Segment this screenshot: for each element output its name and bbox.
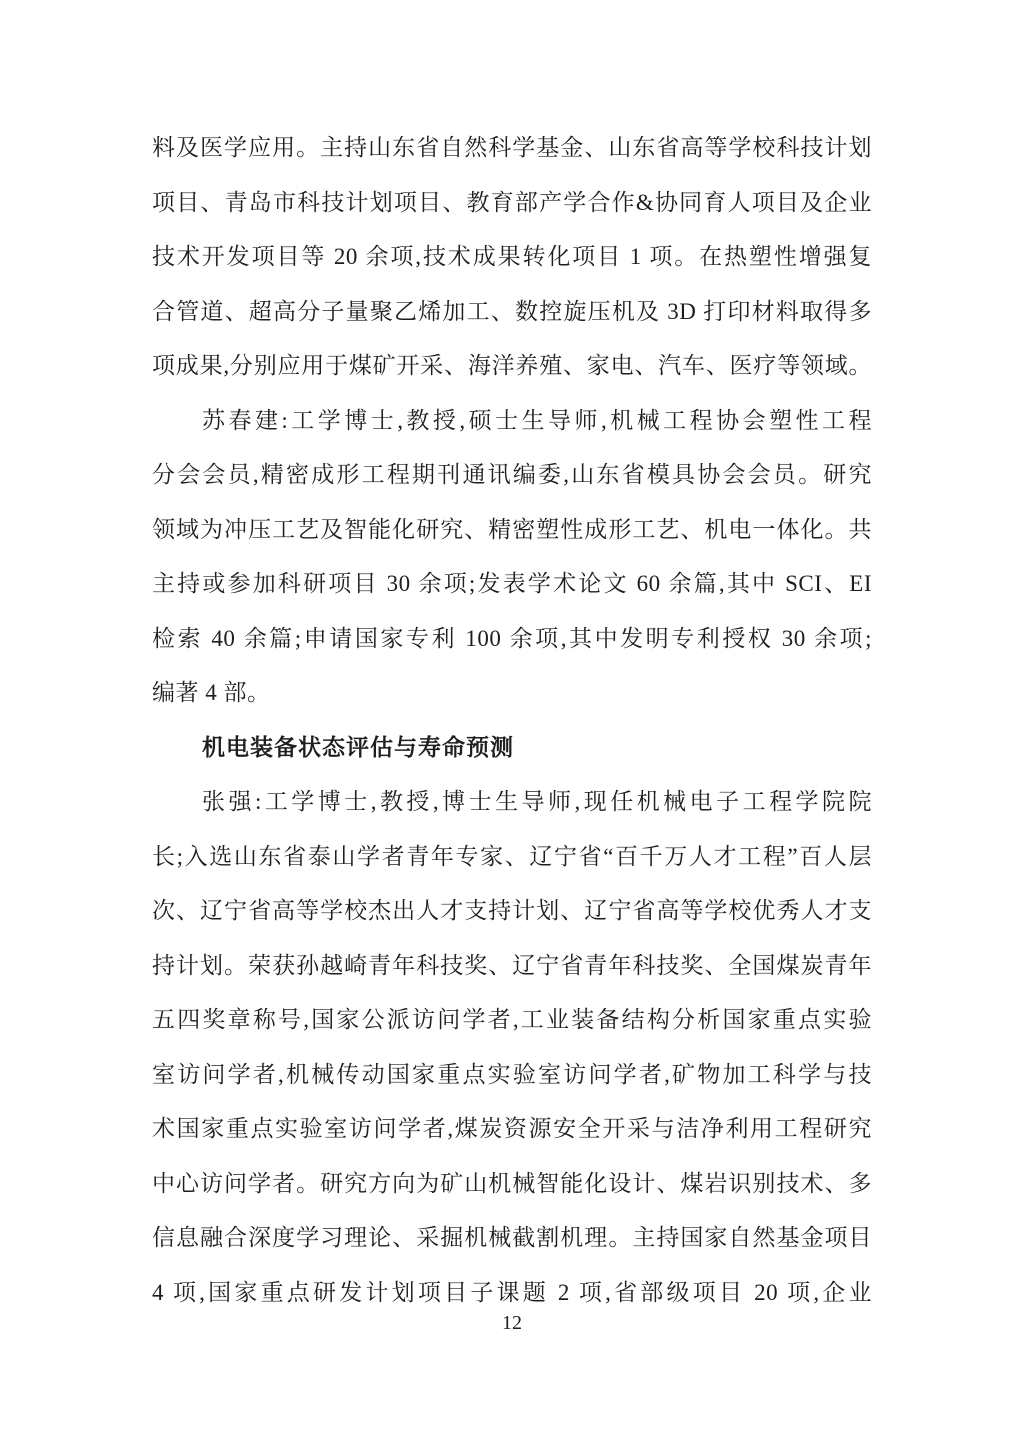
text-line: 合管道、超高分子量聚乙烯加工、数控旋压机及 3D 打印材料取得多: [152, 298, 872, 324]
text-line: 五四奖章称号,国家公派访问学者,工业装备结构分析国家重点实验: [152, 1007, 872, 1032]
document-text-block: [152, 121, 872, 1320]
text-line: 技术开发项目等 20 余项,技术成果转化项目 1 项。在热塑性增强复: [152, 244, 872, 269]
text-line: 项目、青岛市科技计划项目、教育部产学合作&协同育人项目及企业: [152, 189, 872, 215]
text-line: 分会会员,精密成形工程期刊通讯编委,山东省模具协会会员。研究: [152, 462, 872, 487]
text-line: 主持或参加科研项目 30 余项;发表学术论文 60 余篇,其中 SCI、EI: [152, 571, 872, 596]
page-number: 12: [502, 1312, 522, 1334]
section-heading: 机电装备状态评估与寿命预测: [202, 734, 514, 760]
text-line: 4 项,国家重点研发计划项目子课题 2 项,省部级项目 20 项,企业: [152, 1279, 872, 1305]
paragraph-first-line: 张强:工学博士,教授,博士生导师,现任机械电子工程学院院: [202, 789, 872, 814]
paragraph-first-line: 苏春建:工学博士,教授,硕士生导师,机械工程协会塑性工程: [202, 407, 872, 433]
text-line: 次、辽宁省高等学校杰出人才支持计划、辽宁省高等学校优秀人才支: [152, 898, 872, 923]
text-line: 中心访问学者。研究方向为矿山机械智能化设计、煤岩识别技术、多: [152, 1170, 872, 1196]
text-line: 术国家重点实验室访问学者,煤炭资源安全开采与洁净利用工程研究: [152, 1116, 872, 1141]
text-line: 项成果,分别应用于煤矿开采、海洋养殖、家电、汽车、医疗等领域。: [152, 353, 872, 378]
text-line: 室访问学者,机械传动国家重点实验室访问学者,矿物加工科学与技: [152, 1061, 872, 1087]
text-line: 持计划。荣获孙越崎青年科技奖、辽宁省青年科技奖、全国煤炭青年: [152, 952, 872, 978]
text-line: 信息融合深度学习理论、采掘机械截割机理。主持国家自然基金项目: [152, 1225, 872, 1250]
paragraph-last-line: 编著 4 部。: [152, 680, 271, 705]
text-line: 长;入选山东省泰山学者青年专家、辽宁省“百千万人才工程”百人层: [152, 843, 872, 869]
text-line: 检索 40 余篇;申请国家专利 100 余项,其中发明专利授权 30 余项;: [152, 625, 872, 651]
text-line: 料及医学应用。主持山东省自然科学基金、山东省高等学校科技计划: [152, 135, 872, 160]
text-line: 领域为冲压工艺及智能化研究、精密塑性成形工艺、机电一体化。共: [152, 516, 872, 542]
